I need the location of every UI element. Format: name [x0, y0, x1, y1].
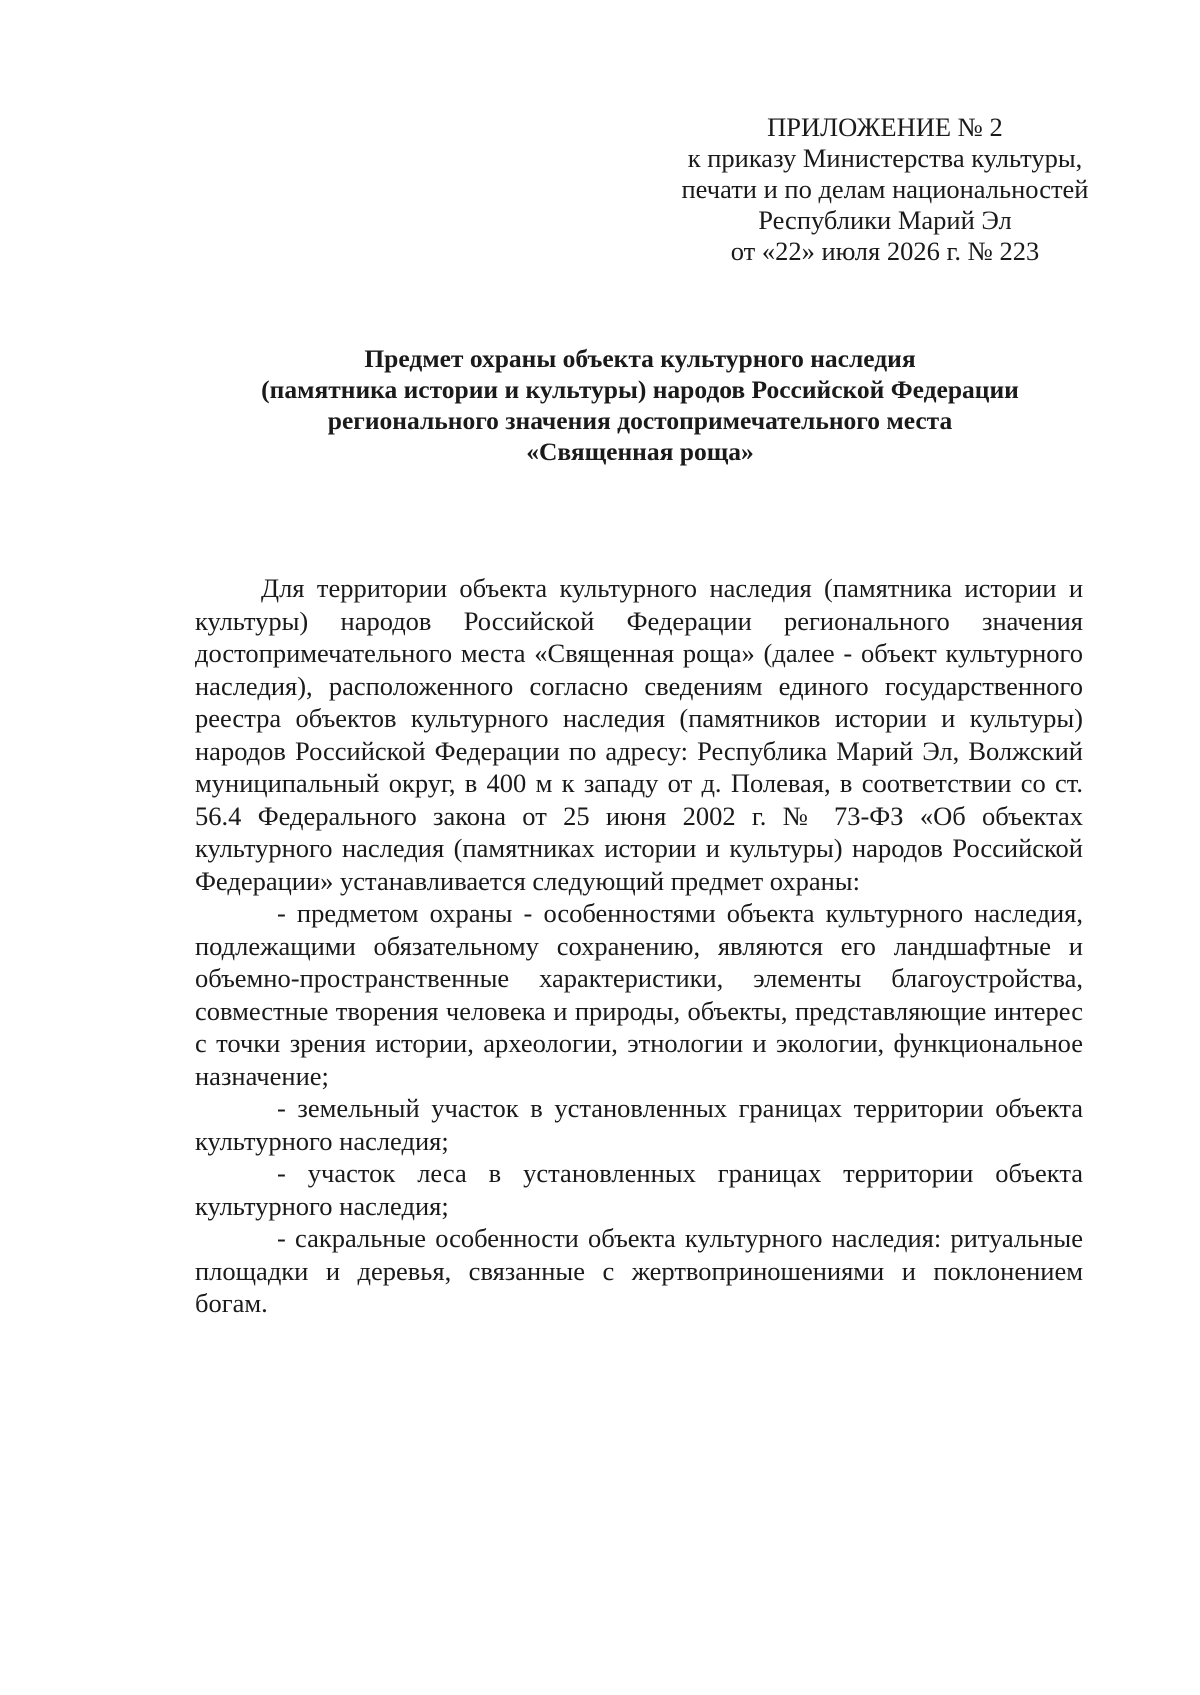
list-item-forest-plot: - участок леса в установленных границах территории объекта культурного наследия;: [195, 1158, 1083, 1221]
appendix-number: ПРИЛОЖЕНИЕ № 2: [767, 112, 1003, 142]
intro-paragraph: Для территории объекта культурного наследия (памятника истории и культуры) народов Российской Федерации регионального значения достопримечательного места «Священная роща» (далее - объект культурного наследия), расположенного согласно сведениям единого государственного реестра объектов культурного наследия (памятников истории и культуры) народов Российской Федерации по адресу: Республика Марий Эл, Волжский муниципальный округ, в 400 м к западу от д. Полевая, в соответствии со ст. 56.4 Федерального закона от 25 июня 2002 г. № 73-ФЗ «Об объектах культурного наследия (памятниках истории и культуры) народов Российской Федерации» устанавливается следующий предмет охраны:: [195, 573, 1083, 896]
appendix-order-line-1: к приказу Министерства культуры,: [687, 143, 1083, 173]
list-item-land-plot: - земельный участок в установленных границах территории объекта культурного наследия;: [195, 1093, 1083, 1156]
appendix-order-date: от «22» июля 2026 г. № 223: [730, 236, 1040, 266]
list-item-protection-subject: - предметом охраны - особенностями объекта культурного наследия, подлежащими обязательному сохранению, являются его ландшафтные и объемно-пространственные характеристики, элементы благоустройства, совместные творения человека и природы, объекты, представляющие интерес с точки зрения истории, археологии, этнологии и экологии, функциональное назначение;: [195, 898, 1083, 1091]
appendix-order-line-3: Республики Марий Эл: [758, 205, 1012, 235]
title-line-3: регионального значения достопримечательного места: [327, 406, 953, 435]
title-line-2: (памятника истории и культуры) народов Российской Федерации: [261, 375, 1019, 404]
document-title: [190, 343, 1090, 467]
title-line-4: «Священная роща»: [526, 437, 754, 466]
appendix-header: [650, 112, 1120, 267]
document-body: [195, 572, 1083, 1320]
title-line-1: Предмет охраны объекта культурного наследия: [364, 344, 916, 373]
list-item-sacral-features: - сакральные особенности объекта культурного наследия: ритуальные площадки и деревья, связанные с жертвоприношениями и поклонением богам.: [195, 1223, 1083, 1318]
appendix-order-line-2: печати и по делам национальностей: [681, 174, 1089, 204]
